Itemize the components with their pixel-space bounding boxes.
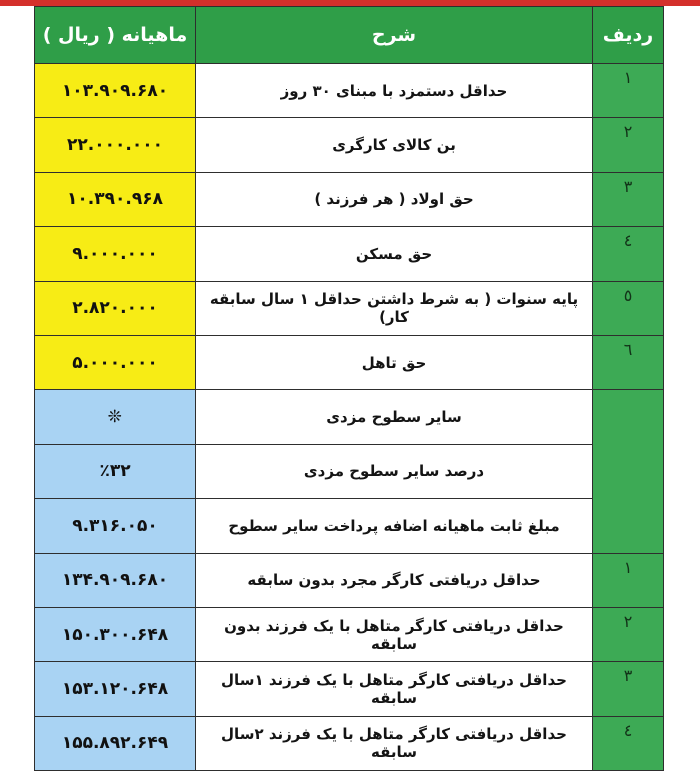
- row-9-index: [593, 499, 664, 553]
- row-5-index: ٥: [593, 282, 664, 336]
- row-6-amount: ۵.۰۰۰.۰۰۰: [34, 336, 196, 390]
- row-1-amount: ۱۰۳.۹۰۹.۶۸۰: [34, 64, 196, 118]
- row-13-description: حداقل دریافتی کارگر متاهل با یک فرزند ۲سال سابقه: [196, 717, 593, 771]
- row-5-description: پایه سنوات ( به شرط داشتن حداقل ۱ سال سابقه کار): [196, 282, 593, 336]
- row-11-index: ۲: [593, 608, 664, 662]
- row-9-description: مبلغ ثابت ماهیانه اضافه پرداخت سایر سطوح: [196, 499, 593, 553]
- row-5-amount: ۲.۸۲۰.۰۰۰: [34, 282, 196, 336]
- row-2-amount: ۲۲.۰۰۰.۰۰۰: [34, 118, 196, 172]
- row-13-amount: ۱۵۵.۸۹۲.۶۴۹: [34, 717, 196, 771]
- row-11-description: حداقل دریافتی کارگر متاهل با یک فرزند بدون سابقه: [196, 608, 593, 662]
- row-2-index: ۲: [593, 118, 664, 172]
- row-3-amount: ۱۰.۳۹۰.۹۶۸: [34, 173, 196, 227]
- row-2-description: بن کالای کارگری: [196, 118, 593, 172]
- row-13-index: ٤: [593, 717, 664, 771]
- row-7-index: [593, 390, 664, 444]
- row-6-index: ٦: [593, 336, 664, 390]
- header-description: شرح: [196, 6, 593, 64]
- row-12-description: حداقل دریافتی کارگر متاهل با یک فرزند ۱سال سابقه: [196, 662, 593, 716]
- row-3-index: ۳: [593, 173, 664, 227]
- row-4-index: ٤: [593, 227, 664, 281]
- row-10-description: حداقل دریافتی کارگر مجرد بدون سابقه: [196, 554, 593, 608]
- row-10-amount: ۱۳۴.۹۰۹.۶۸۰: [34, 554, 196, 608]
- row-8-description: درصد سایر سطوح مزدی: [196, 445, 593, 499]
- row-1-description: حداقل دستمزد با مبنای ۳۰ روز: [196, 64, 593, 118]
- row-6-description: حق تاهل: [196, 336, 593, 390]
- row-4-amount: ۹.۰۰۰.۰۰۰: [34, 227, 196, 281]
- row-11-amount: ۱۵۰.۳۰۰.۶۴۸: [34, 608, 196, 662]
- wage-table: [34, 6, 664, 772]
- header-index: ردیف: [593, 6, 664, 64]
- row-3-description: حق اولاد ( هر فرزند ): [196, 173, 593, 227]
- row-9-amount: ۹.۳۱۶.۰۵۰: [34, 499, 196, 553]
- header-amount: ماهیانه ( ریال ): [34, 6, 196, 64]
- row-8-amount: ٪۳۲: [34, 445, 196, 499]
- row-8-index: [593, 445, 664, 499]
- row-12-amount: ۱۵۳.۱۲۰.۶۴۸: [34, 662, 196, 716]
- row-10-index: ۱: [593, 554, 664, 608]
- row-12-index: ۳: [593, 662, 664, 716]
- row-4-description: حق مسکن: [196, 227, 593, 281]
- row-7-amount: ❊: [34, 390, 196, 444]
- row-1-index: ۱: [593, 64, 664, 118]
- row-7-description: سایر سطوح مزدی: [196, 390, 593, 444]
